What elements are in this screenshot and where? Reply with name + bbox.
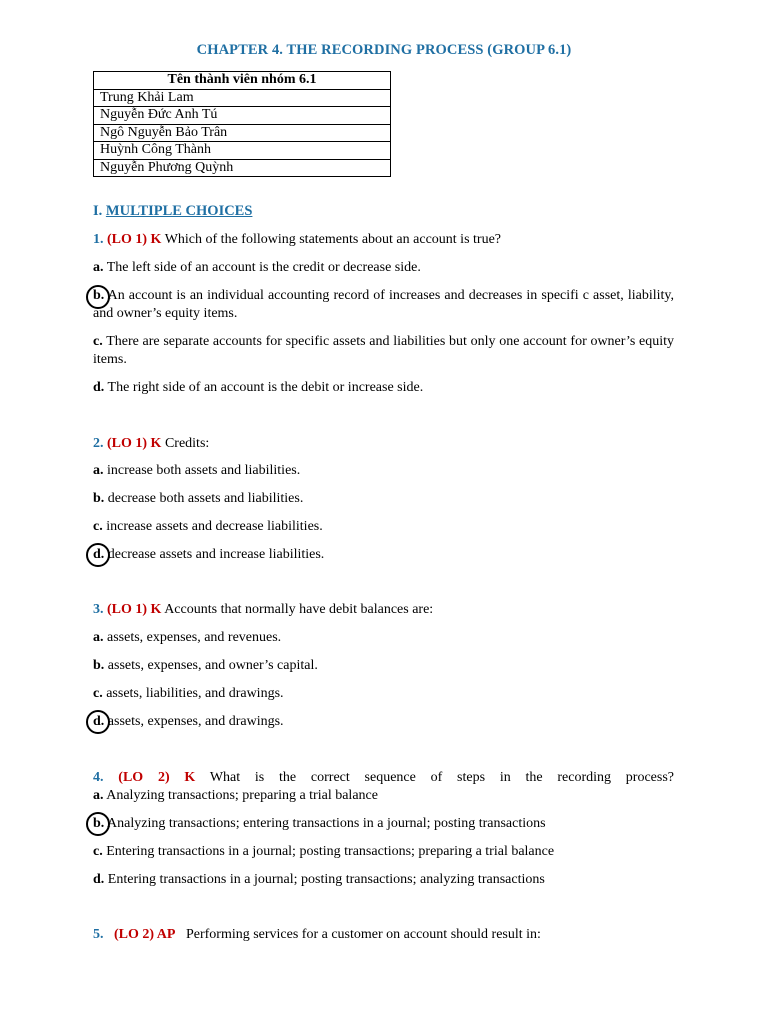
option-text: assets, liabilities, and drawings. xyxy=(106,686,284,701)
members-header: Tên thành viên nhóm 6.1 xyxy=(94,72,391,90)
option-letter: c. xyxy=(93,686,103,701)
section-heading xyxy=(93,203,252,220)
option-letter: d. xyxy=(93,380,105,395)
option-letter: c. xyxy=(93,334,103,349)
option-text: assets, expenses, and owner’s capital. xyxy=(107,658,318,673)
option-text: The right side of an account is the debit or increase side. xyxy=(107,380,424,395)
option-letter: a. xyxy=(93,260,104,275)
option-letter: a. xyxy=(93,788,104,803)
option-text: increase both assets and liabilities. xyxy=(107,463,301,478)
option-3a xyxy=(93,629,674,647)
option-letter: b. xyxy=(93,658,105,673)
option-letter: b. xyxy=(93,491,105,506)
question-2 xyxy=(93,435,674,453)
option-letter: b. xyxy=(93,816,105,831)
learning-objective: (LO 1) K xyxy=(107,602,162,617)
question-number: 2. xyxy=(93,436,104,451)
question-4 xyxy=(93,769,674,787)
question-5 xyxy=(93,926,674,944)
option-text: Analyzing transactions; preparing a trial balance xyxy=(106,788,378,803)
option-3c xyxy=(93,685,674,703)
option-letter: c. xyxy=(93,519,103,534)
option-letter: a. xyxy=(93,463,104,478)
option-4c xyxy=(93,843,674,861)
member-name: Huỳnh Công Thành xyxy=(94,142,391,160)
member-name: Trung Khải Lam xyxy=(94,89,391,107)
members-table xyxy=(93,71,391,177)
member-name: Ngô Nguyễn Bảo Trân xyxy=(94,124,391,142)
option-letter: d. xyxy=(93,547,105,562)
question-3 xyxy=(93,601,674,619)
question-text: Performing services for a customer on account should result in: xyxy=(185,927,541,942)
option-2a xyxy=(93,462,674,480)
learning-objective: (LO 2) K xyxy=(118,770,196,785)
member-name: Nguyễn Phương Quỳnh xyxy=(94,159,391,177)
option-letter: b. xyxy=(93,288,105,303)
question-number: 1. xyxy=(93,232,104,247)
option-text: Entering transactions in a journal; posting transactions; preparing a trial balance xyxy=(106,844,555,859)
learning-objective: (LO 1) K xyxy=(107,436,162,451)
section-label: MULTIPLE CHOICES xyxy=(105,203,253,219)
learning-objective: (LO 1) K xyxy=(107,232,162,247)
question-text: Credits: xyxy=(164,436,210,451)
question-text: What is the correct sequence of steps in the recording process? xyxy=(209,770,674,785)
option-text: The left side of an account is the credit or decrease side. xyxy=(106,260,421,275)
option-2c xyxy=(93,518,674,536)
option-letter: d. xyxy=(93,714,105,729)
option-text: decrease both assets and liabilities. xyxy=(107,491,304,506)
question-text: Accounts that normally have debit balances are: xyxy=(164,602,434,617)
option-text: Analyzing transactions; entering transactions in a journal; posting transactions xyxy=(107,816,546,831)
answer-circle-1b xyxy=(86,285,110,309)
option-letter: d. xyxy=(93,872,105,887)
option-1d xyxy=(93,379,674,397)
option-text: An account is an individual accounting record of increases and decreases in specifi c asset, liability, and owner’s equity items. xyxy=(93,288,674,321)
option-letter: c. xyxy=(93,844,103,859)
option-text: Entering transactions in a journal; posting transactions; analyzing transactions xyxy=(107,872,545,887)
option-3b xyxy=(93,657,674,675)
option-text: assets, expenses, and revenues. xyxy=(107,630,282,645)
option-text: increase assets and decrease liabilities. xyxy=(106,519,323,534)
option-2d xyxy=(93,546,674,564)
option-4a xyxy=(93,787,674,805)
answer-circle-3d xyxy=(86,710,110,734)
option-2b xyxy=(93,490,674,508)
option-text: There are separate accounts for specific assets and liabilities but only one account for owner’s equity items. xyxy=(93,334,674,367)
question-text: Which of the following statements about an account is true? xyxy=(164,232,501,247)
answer-circle-4b xyxy=(86,812,110,836)
option-1a xyxy=(93,259,674,277)
option-1c xyxy=(93,333,674,369)
option-text: decrease assets and increase liabilities. xyxy=(107,547,325,562)
option-3d xyxy=(93,713,674,731)
option-4d xyxy=(93,871,674,889)
option-text: assets, expenses, and drawings. xyxy=(107,714,284,729)
option-1b xyxy=(93,287,674,323)
answer-circle-2d xyxy=(86,543,110,567)
question-1 xyxy=(93,231,674,249)
question-number: 5. xyxy=(93,927,104,942)
question-number: 3. xyxy=(93,602,104,617)
option-4b xyxy=(93,815,674,833)
chapter-title: CHAPTER 4. THE RECORDING PROCESS (GROUP 6.1) xyxy=(196,42,572,58)
option-letter: a. xyxy=(93,630,104,645)
section-numeral: I. xyxy=(93,203,103,219)
learning-objective: (LO 2) AP xyxy=(114,927,176,942)
member-name: Nguyễn Đức Anh Tú xyxy=(94,107,391,125)
question-number: 4. xyxy=(93,770,104,785)
